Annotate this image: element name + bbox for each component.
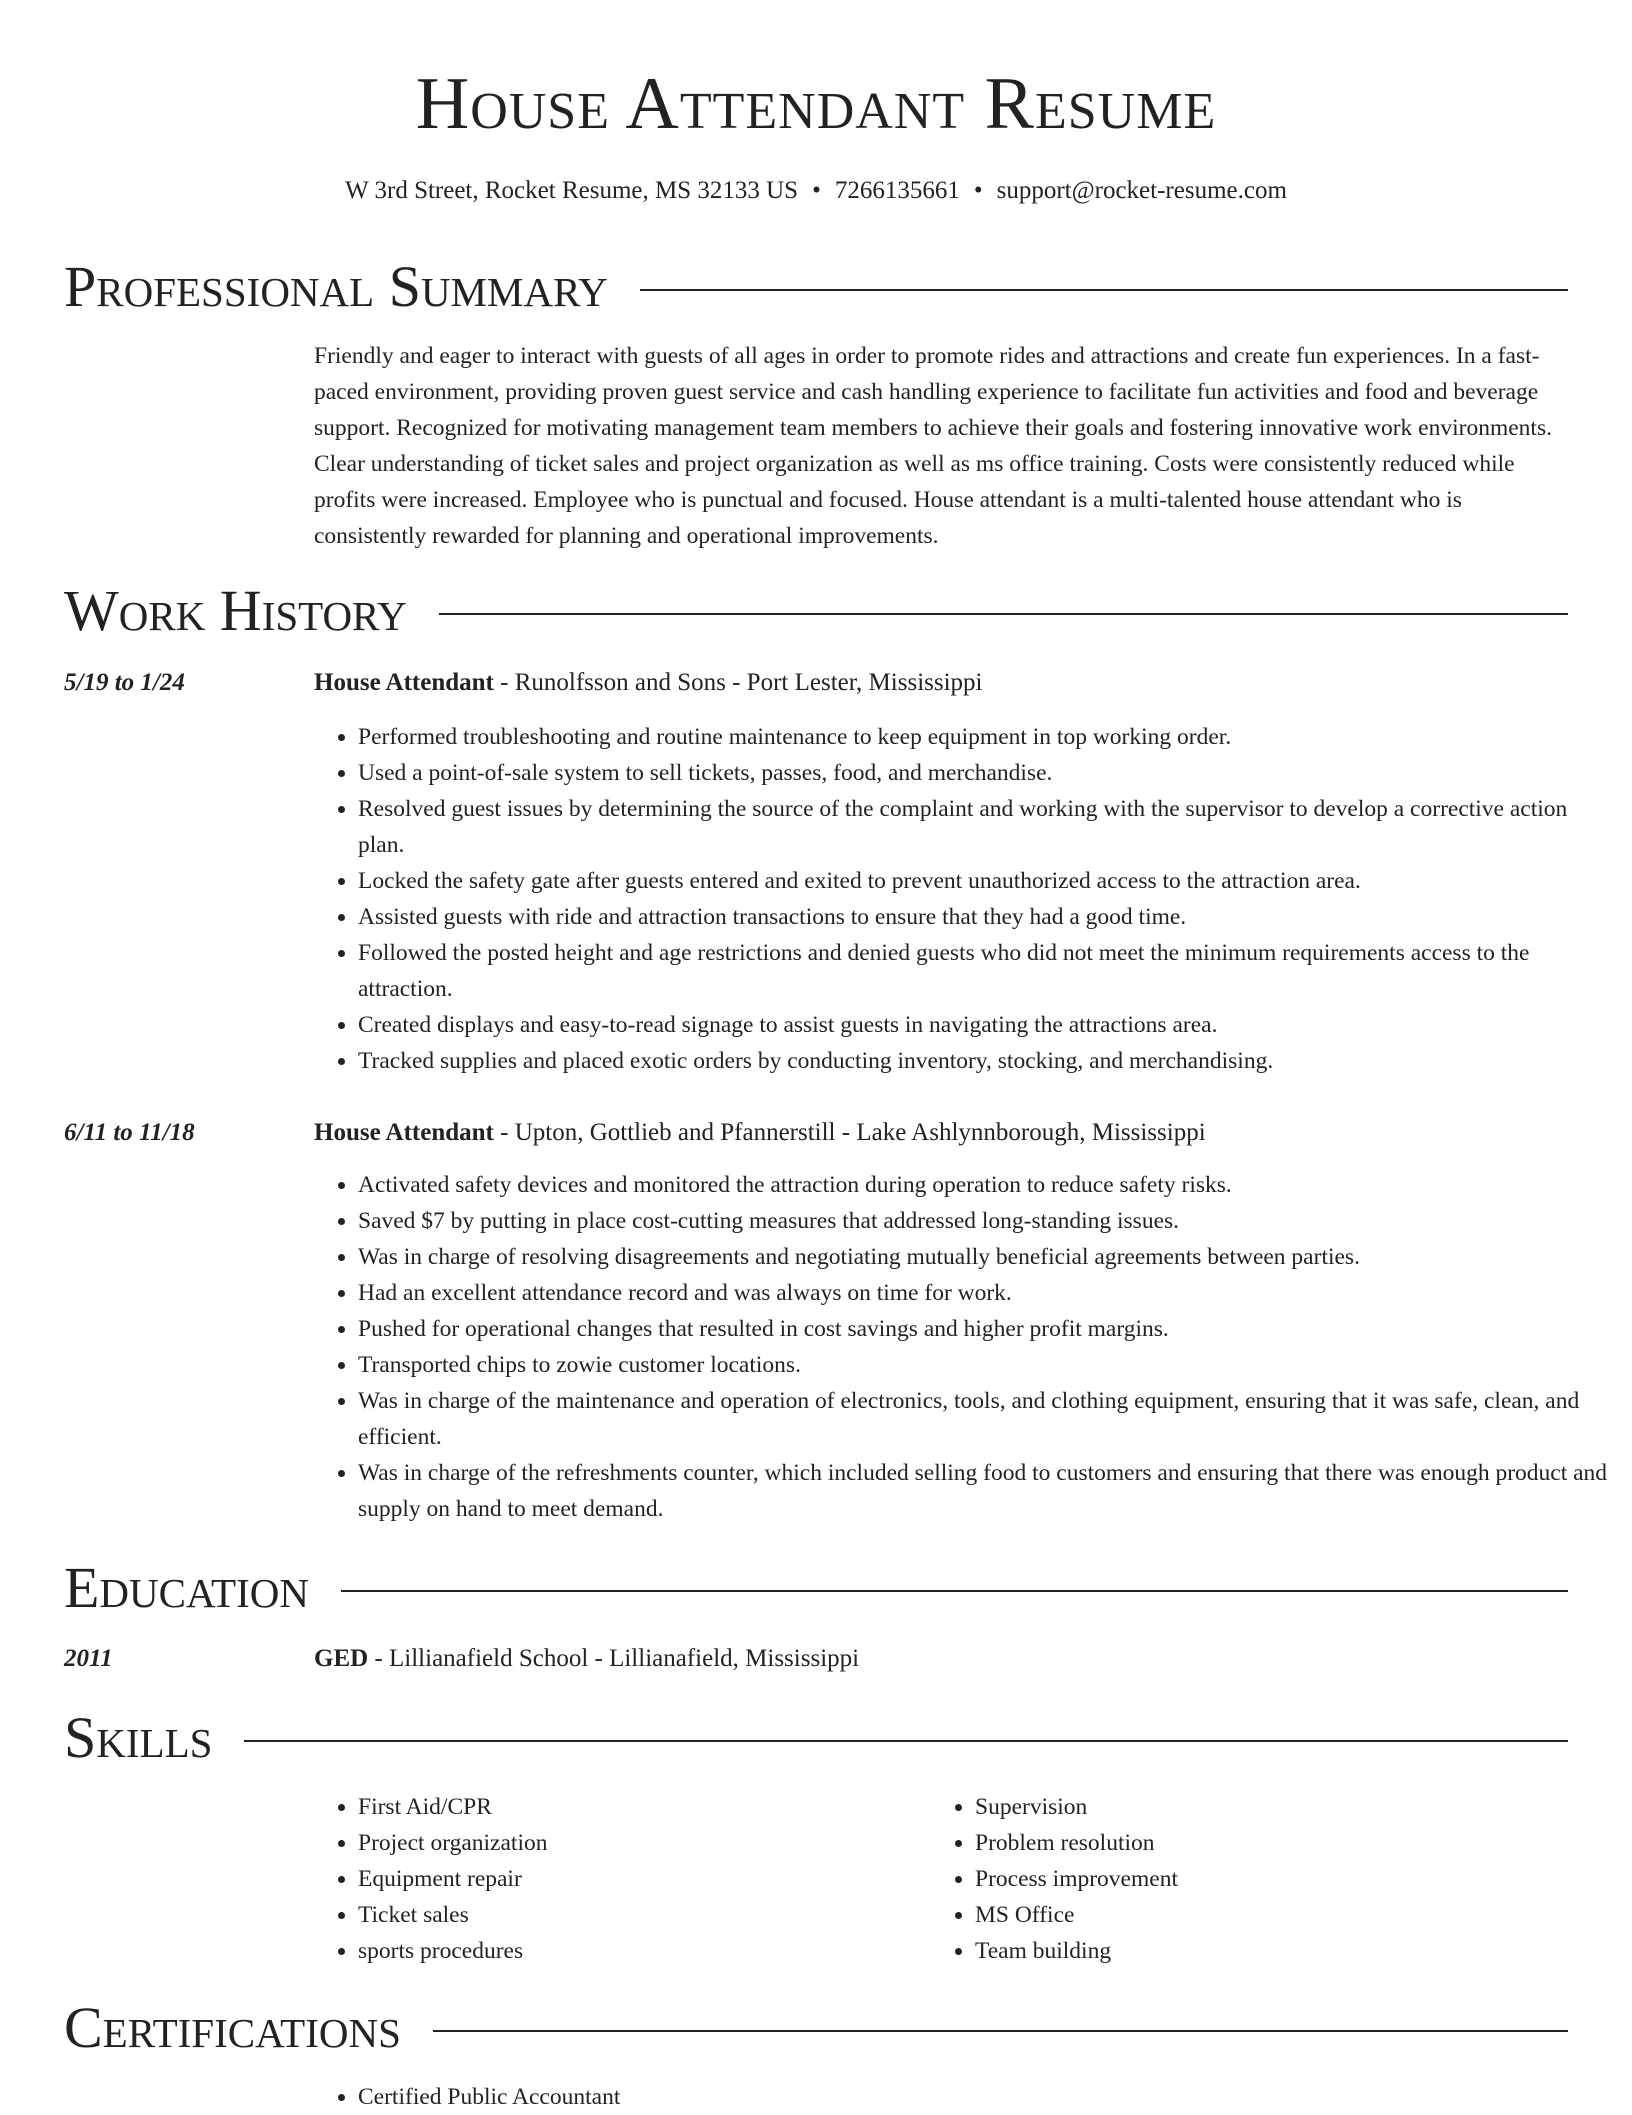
list-item: • Tracked supplies and placed exotic orders by conducting inventory, stocking, and merchandising. — [358, 1043, 1612, 1079]
skill-item: • Process improvement — [975, 1861, 1535, 1897]
list-item: • Saved $7 by putting in place cost-cutting measures that addressed long-standing issues. — [358, 1203, 1612, 1239]
list-item: • Locked the safety gate after guests entered and exited to prevent unauthorized access to the attraction area. — [358, 863, 1612, 899]
section-heading-education — [64, 1557, 1568, 1619]
list-item: • Was in charge of the refreshments counter, which included selling food to customers and ensuring that there was enough product and supply on hand to meet demand. — [358, 1455, 1612, 1527]
contact-separator: • — [973, 177, 983, 204]
section-title-work: Work History — [64, 578, 407, 643]
section-title-summary: Professional Summary — [64, 254, 608, 319]
section-divider — [433, 2030, 1568, 2032]
job-details: - Runolfsson and Sons - Port Lester, Mississippi — [493, 669, 983, 696]
skill-item: • MS Office — [975, 1897, 1535, 1933]
list-item: • Used a point-of-sale system to sell tickets, passes, food, and merchandise. — [358, 755, 1612, 791]
contact-address: W 3rd Street, Rocket Resume, MS 32133 US — [345, 177, 799, 204]
job-title: House Attendant — [314, 1119, 494, 1146]
list-item: • Activated safety devices and monitored the attraction during operation to reduce safety risks. — [358, 1167, 1612, 1203]
section-divider — [640, 289, 1568, 291]
contact-separator: • — [812, 177, 821, 204]
list-item: • Assisted guests with ride and attraction transactions to ensure that they had a good time. — [358, 899, 1612, 935]
education-entry — [314, 1641, 1568, 1677]
section-heading-work — [64, 580, 1568, 642]
section-title-education: Education — [64, 1555, 309, 1620]
list-item: • Pushed for operational changes that resulted in cost savings and higher profit margins. — [358, 1311, 1612, 1347]
skill-item: • Project organization — [358, 1825, 918, 1861]
job-bullets — [314, 719, 1612, 1079]
list-item: • Had an excellent attendance record and was always on time for work. — [358, 1275, 1612, 1311]
list-item: • Was in charge of the maintenance and operation of electronics, tools, and clothing equipment, ensuring that it was safe, clean, and efficient. — [358, 1383, 1612, 1455]
skill-item: • sports procedures — [358, 1933, 918, 1969]
list-item: • Performed troubleshooting and routine maintenance to keep equipment in top working order. — [358, 719, 1612, 755]
job-title: House Attendant — [314, 669, 494, 696]
list-item: • Was in charge of resolving disagreements and negotiating mutually beneficial agreements between parties. — [358, 1239, 1612, 1275]
skill-item: • Ticket sales — [358, 1897, 918, 1933]
education-details: - Lillianafield School - Lillianafield, Mississippi — [368, 1645, 860, 1672]
contact-email[interactable]: support@rocket-resume.com — [996, 177, 1287, 204]
job-dates: 5/19 to 1/24 — [64, 669, 185, 696]
skills-list-left — [314, 1789, 918, 1969]
summary-text: Friendly and eager to interact with guests of all ages in order to promote rides and attractions and create fun experiences. In a fast-paced environment, providing proven guest service and cash handling experience to facilitate fun activities and food and beverage support. Recognized for motivating management team members to achieve their goals and fostering innovative work environments. Clear understanding of ticket sales and project organization as well as ms office training. Costs were consistently reduced while profits were increased. Employee who is punctual and focused. House attendant is a multi-talented house attendant who is consistently rewarded for planning and operational improvements. — [314, 343, 1552, 549]
education-year: 2011 — [64, 1645, 113, 1672]
job-heading — [314, 665, 1568, 701]
section-divider — [439, 613, 1568, 615]
skill-item: • Problem resolution — [975, 1825, 1535, 1861]
job-heading — [314, 1115, 1568, 1151]
section-heading-summary — [64, 256, 1568, 318]
certification-item: • Certified Public Accountant — [358, 2079, 918, 2115]
section-title-skills: Skills — [64, 1705, 213, 1770]
skills-list-right — [931, 1789, 1535, 1969]
list-item: • Created displays and easy-to-read signage to assist guests in navigating the attractions area. — [358, 1007, 1612, 1043]
section-divider — [244, 1740, 1568, 1742]
section-heading-skills — [64, 1707, 1568, 1769]
job-dates: 6/11 to 11/18 — [64, 1119, 195, 1146]
skill-item: • Team building — [975, 1933, 1535, 1969]
section-heading-certifications — [64, 1997, 1568, 2059]
list-item: • Followed the posted height and age restrictions and denied guests who did not meet the minimum requirements access to the attraction. — [358, 935, 1612, 1007]
skill-item: • First Aid/CPR — [358, 1789, 918, 1825]
contact-phone: 7266135661 — [834, 177, 960, 204]
page-title: House Attendant Resume — [415, 63, 1217, 145]
list-item: • Transported chips to zowie customer locations. — [358, 1347, 1612, 1383]
skill-item: • Supervision — [975, 1789, 1535, 1825]
job-details: - Upton, Gottlieb and Pfannerstill - Lake Ashlynnborough, Mississippi — [493, 1119, 1206, 1146]
job-bullets — [314, 1167, 1612, 1527]
education-degree: GED — [314, 1645, 369, 1672]
certifications-list — [314, 2079, 918, 2115]
contact-line — [0, 174, 1632, 208]
section-title-certifications: Certifications — [64, 1995, 401, 2060]
skill-item: • Equipment repair — [358, 1861, 918, 1897]
list-item: • Resolved guest issues by determining the source of the complaint and working with the supervisor to develop a corrective action plan. — [358, 791, 1612, 863]
section-divider — [341, 1590, 1568, 1592]
